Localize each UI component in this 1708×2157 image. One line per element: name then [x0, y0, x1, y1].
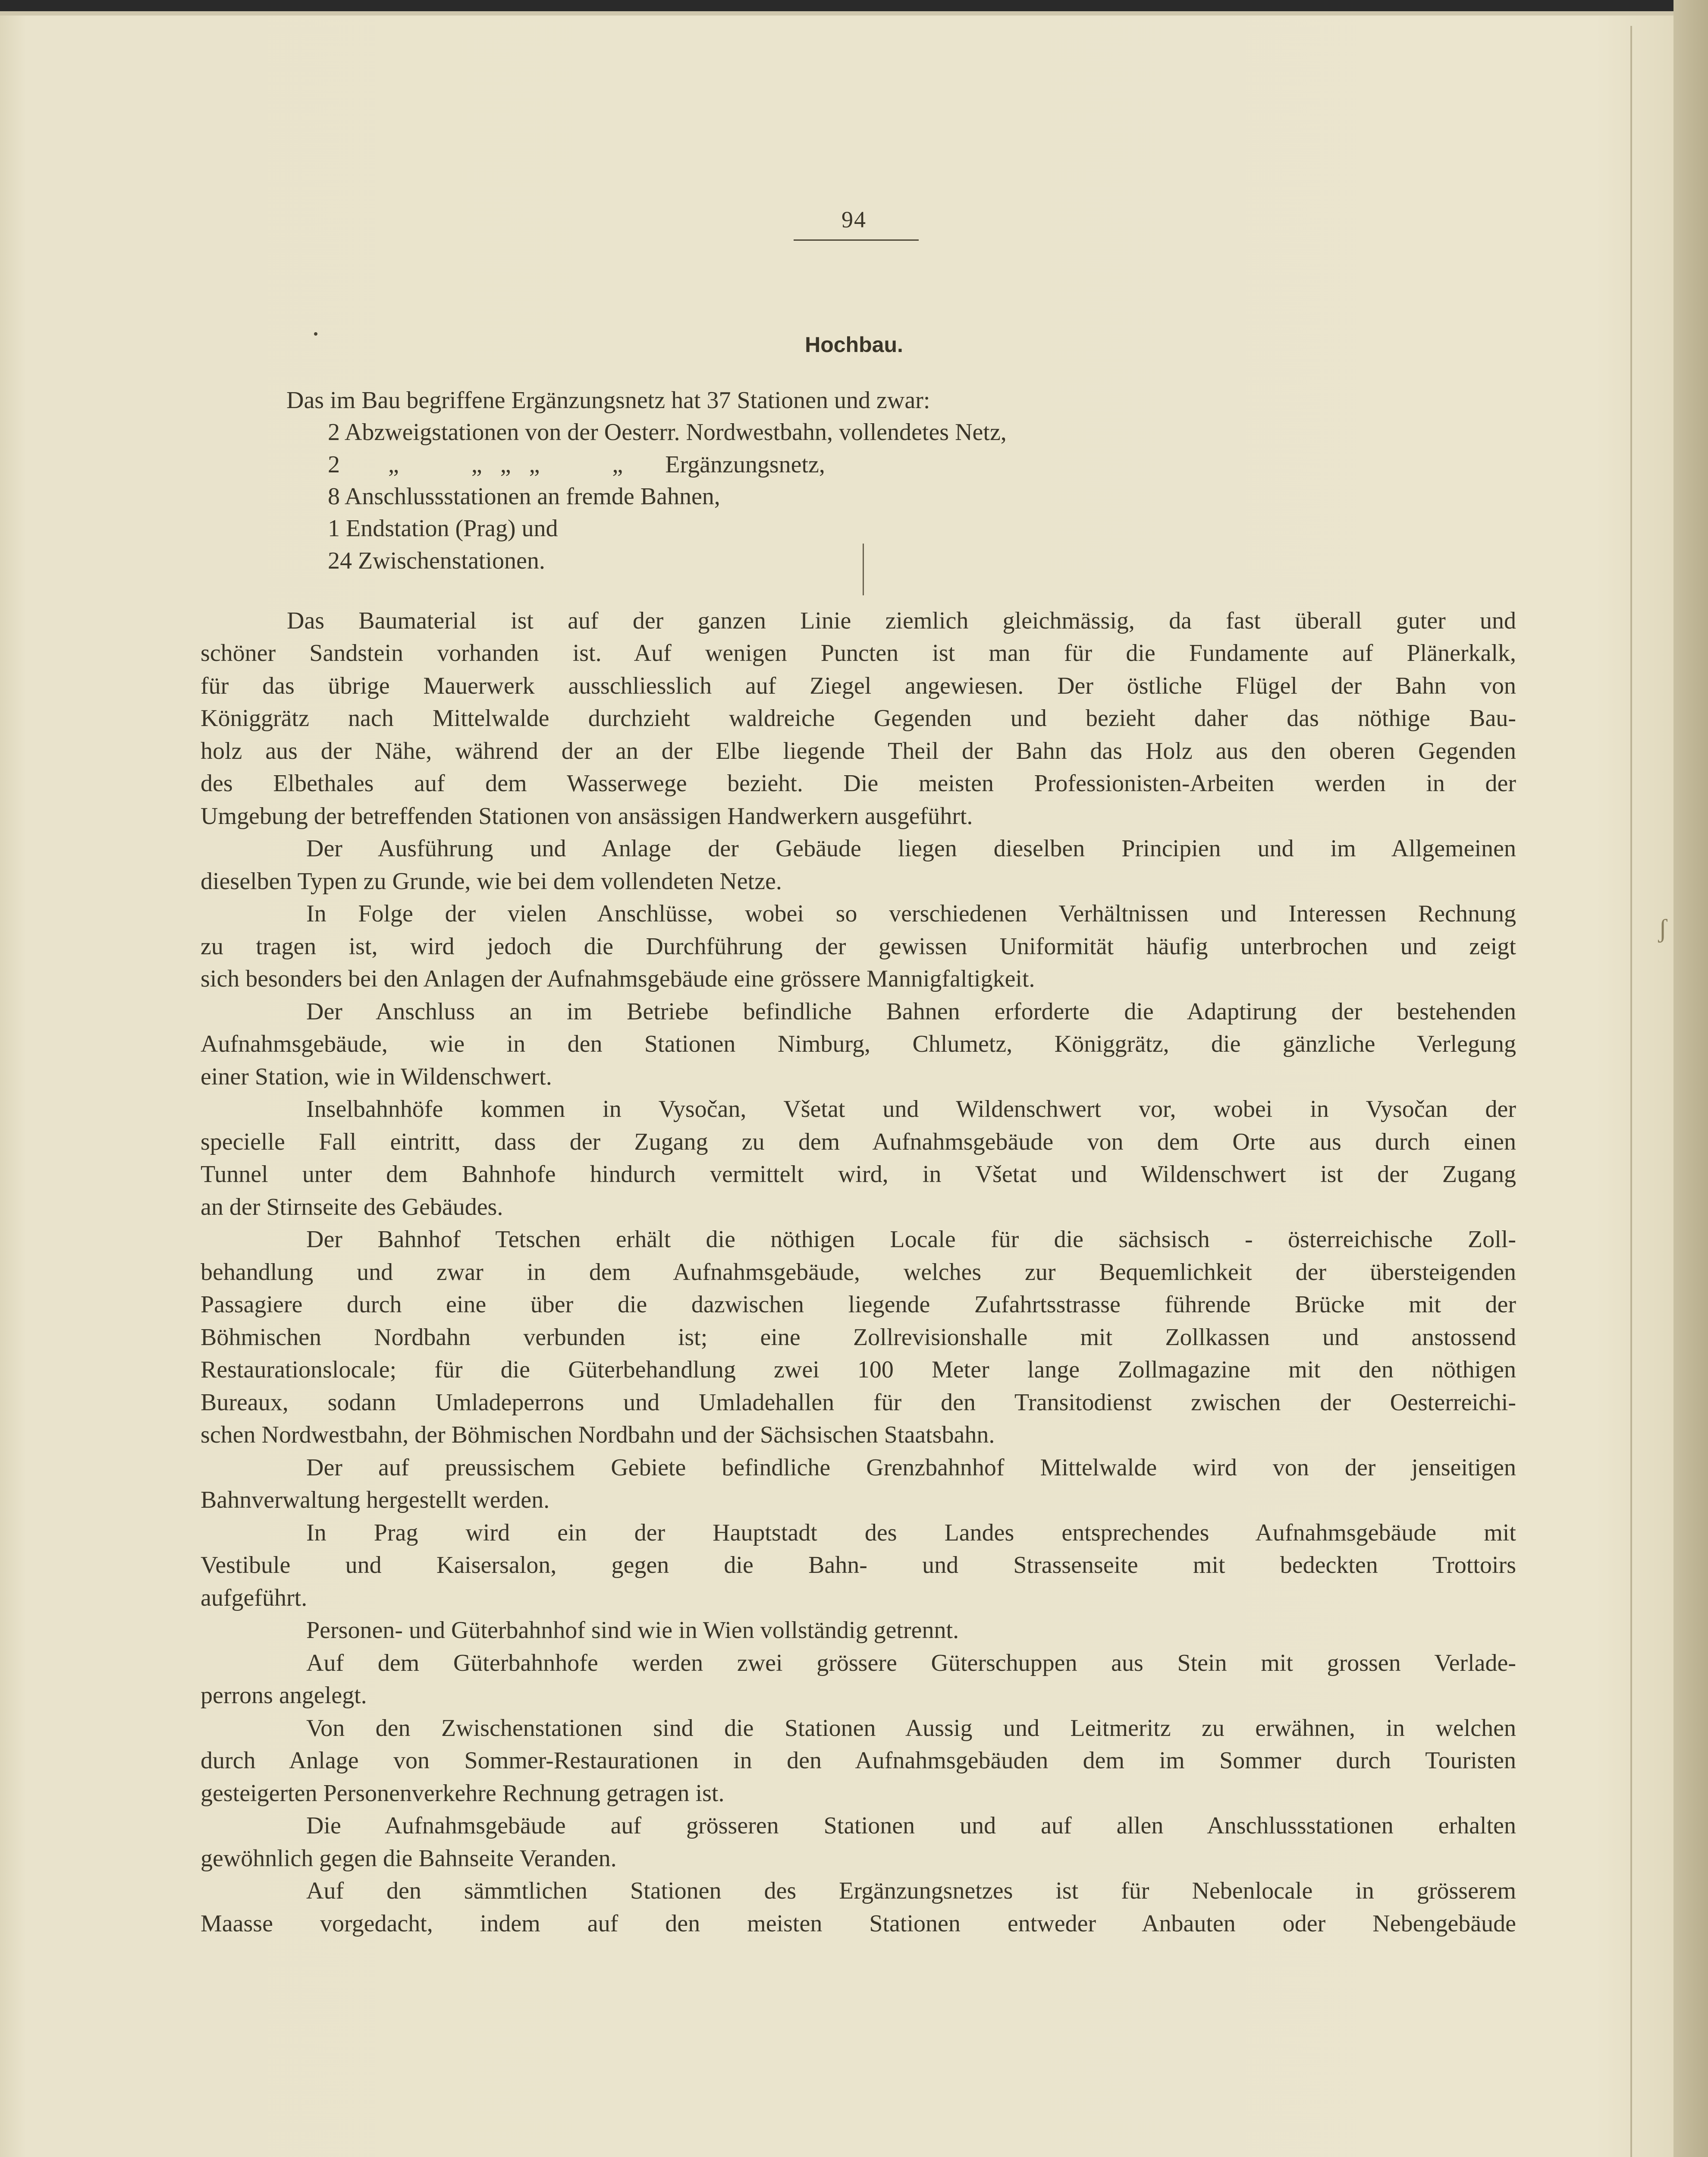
text-line: des Elbethales auf dem Wasserwege bezieht. Die meisten Professionisten-Arbeiten werden in der — [201, 770, 1516, 797]
scan-right-edge — [1673, 0, 1708, 2157]
text-line: dieselben Typen zu Grunde, wie bei dem vollendeten Netze. — [201, 868, 782, 895]
list-item: 1 Endstation (Prag) und — [328, 515, 558, 542]
page-number-rule — [794, 239, 919, 241]
page-number: 94 — [841, 207, 867, 233]
text-line: einer Station, wie in Wildenschwert. — [201, 1063, 552, 1090]
text-line: Umgebung der betreffenden Stationen von ansässigen Handwerkern ausgeführt. — [201, 803, 973, 830]
text-line: Auf dem Güterbahnhofe werden zwei grössere Güterschuppen aus Stein mit grossen Verlade- — [306, 1650, 1516, 1676]
text-line: aufgeführt. — [201, 1585, 308, 1611]
list-item: 8 Anschlussstationen an fremde Bahnen, — [328, 483, 720, 510]
margin-mark: ʃ — [1658, 914, 1667, 943]
text-line: für das übrige Mauerwerk ausschliesslich auf Ziegel angewiesen. Der östliche Flügel der Bahn von — [201, 673, 1516, 699]
text-line: Das Baumaterial ist auf der ganzen Linie ziemlich gleichmässig, da fast überall guter und — [287, 607, 1516, 634]
text-line: Inselbahnhöfe kommen in Vysočan, Všetat und Wildenschwert vor, wobei in Vysočan der — [306, 1096, 1516, 1123]
text-line: zu tragen ist, wird jedoch die Durchführung der gewissen Uniformität häufig unterbrochen und zeigt — [201, 933, 1516, 960]
text-line: Maasse vorgedacht, indem auf den meisten Stationen entweder Anbauten oder Nebengebäude — [201, 1910, 1516, 1937]
text-line: In Prag wird ein der Hauptstadt des Landes entsprechendes Aufnahmsgebäude mit — [306, 1519, 1516, 1546]
scan-top-edge — [0, 0, 1708, 11]
text-line: Der Anschluss an im Betriebe befindliche Bahnen erforderte die Adaptirung der bestehenden — [306, 998, 1516, 1025]
text-line: sich besonders bei den Anlagen der Aufnahmsgebäude eine grössere Mannigfaltigkeit. — [201, 965, 1035, 992]
text-line: Böhmischen Nordbahn verbunden ist; eine Zollrevisionshalle mit Zollkassen und anstossend — [201, 1324, 1516, 1351]
text-line: Die Aufnahmsgebäude auf grösseren Stationen und auf allen Anschlussstationen erhalten — [306, 1812, 1516, 1839]
ink-dot — [314, 332, 317, 336]
text-line: Königgrätz nach Mittelwalde durchzieht waldreiche Gegenden und bezieht daher das nöthige Bau- — [201, 705, 1516, 732]
text-line: holz aus der Nähe, während der an der Elbe liegende Theil der Bahn das Holz aus den oberen Gegenden — [201, 738, 1516, 764]
text-line: Tunnel unter dem Bahnhofe hindurch vermittelt wird, in Všetat und Wildenschwert ist der Zugang — [201, 1161, 1516, 1188]
text-line: Aufnahmsgebäude, wie in den Stationen Nimburg, Chlumetz, Königgrätz, die gänzliche Verlegung — [201, 1031, 1516, 1057]
text-line: an der Stirnseite des Gebäudes. — [201, 1194, 503, 1220]
text-line: Bureaux, sodann Umladeperrons und Umladehallen für den Transitodienst zwischen der Oesterreichi- — [201, 1389, 1516, 1416]
text-line: In Folge der vielen Anschlüsse, wobei so verschiedenen Verhältnissen und Interessen Rechnung — [306, 900, 1516, 927]
text-line: Vestibule und Kaisersalon, gegen die Bahn- und Strassenseite mit bedeckten Trottoirs — [201, 1552, 1516, 1578]
text-line: Bahnverwaltung hergestellt werden. — [201, 1487, 550, 1513]
page-fold-line — [1630, 26, 1632, 2157]
text-line: perrons angelegt. — [201, 1682, 367, 1709]
text-line: behandlung und zwar in dem Aufnahmsgebäude, welches zur Bequemlichkeit der übersteigenden — [201, 1259, 1516, 1286]
text-line: Restaurationslocale; für die Güterbehandlung zwei 100 Meter lange Zollmagazine mit den nöthigen — [201, 1356, 1516, 1383]
scan-top-margin — [0, 11, 1708, 16]
section-heading: Hochbau. — [805, 333, 903, 357]
text-line: Von den Zwischenstationen sind die Stationen Aussig und Leitmeritz zu erwähnen, in welchen — [306, 1715, 1516, 1742]
list-item: 2 „ „ „ „ „ Ergänzungsnetz, — [328, 451, 825, 478]
text-line: schöner Sandstein vorhanden ist. Auf wenigen Puncten ist man für die Fundamente auf Plänerkalk, — [201, 640, 1516, 667]
list-item: 2 Abzweigstationen von der Oesterr. Nordwestbahn, vollendetes Netz, — [328, 419, 1007, 446]
text-line: Der auf preussischem Gebiete befindliche Grenzbahnhof Mittelwalde wird von der jenseitigen — [306, 1454, 1516, 1481]
text-line: Auf den sämmtlichen Stationen des Ergänzungsnetzes ist für Nebenlocale in grösserem — [306, 1877, 1516, 1904]
text-line: Personen- und Güterbahnhof sind wie in Wien vollständig getrennt. — [306, 1617, 959, 1644]
pencil-mark — [863, 544, 864, 595]
text-line: Der Ausführung und Anlage der Gebäude liegen dieselben Principien und im Allgemeinen — [306, 835, 1516, 862]
list-item: 24 Zwischenstationen. — [328, 547, 545, 574]
text-line: gesteigerten Personenverkehre Rechnung getragen ist. — [201, 1780, 725, 1807]
text-line: durch Anlage von Sommer-Restaurationen in den Aufnahmsgebäuden dem im Sommer durch Touristen — [201, 1747, 1516, 1774]
intro-line: Das im Bau begriffene Ergänzungsnetz hat 37 Stationen und zwar: — [286, 387, 930, 414]
text-line: Passagiere durch eine über die dazwischen liegende Zufahrtsstrasse führende Brücke mit der — [201, 1291, 1516, 1318]
text-line: gewöhnlich gegen die Bahnseite Veranden. — [201, 1845, 617, 1872]
text-line: specielle Fall eintritt, dass der Zugang zu dem Aufnahmsgebäude von dem Orte aus durch einen — [201, 1129, 1516, 1155]
text-line: Der Bahnhof Tetschen erhält die nöthigen Locale für die sächsisch - österreichische Zoll- — [306, 1226, 1516, 1253]
text-line: schen Nordwestbahn, der Böhmischen Nordbahn und der Sächsischen Staatsbahn. — [201, 1421, 995, 1448]
